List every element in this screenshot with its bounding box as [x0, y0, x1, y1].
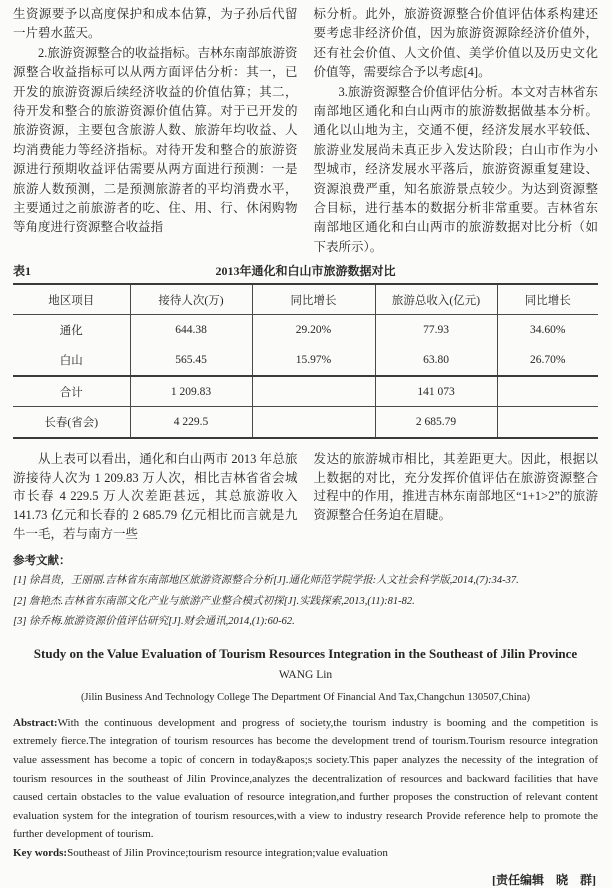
cell: 2 685.79 [375, 407, 497, 439]
paragraph-comparison: 从上表可以看出，通化和白山两市 2013 年总旅游接待人次为 1 209.83 万人次，相比吉林省省会城市长春 4 229.5 万人次差距甚远，其总旅游收入 141.73 亿元和长春的 2 685.79 亿元相比而言就是九牛一毛，若与南方一些 [13, 452, 298, 541]
cell: 34.60% [497, 315, 598, 346]
cell: 644.38 [130, 315, 252, 346]
cell: 26.70% [497, 345, 598, 376]
table-number: 表1 [13, 264, 32, 279]
col-header-visitors: 接待人次(万) [130, 284, 252, 315]
right-column [314, 5, 599, 257]
left-column [13, 450, 298, 543]
paragraph-value-evaluation: 3.旅游资源整合价值评估分析。本文对吉林省东南部地区通化和白山两市的旅游数据做基本分析。通化以山地为主，交通不便，经济发展水平较低、旅游业发展尚未真正步入发达阶段；白山市作为小型城市，经济发展水平落后，旅游资源重复建设、资源浪费严重，知名旅游景点较少。为达到资源整合目标，进行基本的数据分析非常重要。吉林省东南部地区通化和白山两市的旅游数据对比分析（如下表所示）。 [313, 84, 598, 254]
cell: 565.45 [130, 345, 252, 376]
paragraph-conclusion: 发达的旅游城市相比，其差距更大。因此，根据以上数据的对比，充分发挥价值评估在旅游资源整合过程中的作用，推进吉林东南部地区“1+1>2”的旅游资源整合任务迫在眉睫。 [313, 452, 598, 523]
english-keywords [13, 844, 598, 863]
references-heading: 参考文献： [13, 555, 71, 568]
cell: 63.80 [375, 345, 497, 376]
table-header-row [13, 284, 598, 315]
keywords-text: Southeast of Jilin Province;tourism resource integration;value evaluation [67, 846, 388, 859]
cell [497, 376, 598, 407]
cell: 77.93 [375, 315, 497, 346]
cell: 长春(省会) [44, 417, 99, 430]
cell: 29.20% [252, 315, 375, 346]
table-row-tonghua [13, 315, 598, 346]
english-affiliation: (Jilin Business And Technology College The Department Of Financial And Tax,Changchun 130507,China) [80, 691, 531, 703]
english-abstract-section [0, 645, 611, 863]
col-header-growth-2: 同比增长 [497, 284, 598, 315]
table-row-baishan [13, 345, 598, 376]
keywords-label: Key words: [13, 846, 68, 859]
cell: 合计 [13, 376, 130, 407]
body-text-below-table [0, 450, 611, 543]
cell [252, 376, 375, 407]
english-abstract [13, 714, 598, 844]
body-text-top [0, 0, 611, 257]
table-row-total [13, 376, 598, 407]
cell: 白山 [13, 345, 130, 376]
table-caption [13, 264, 598, 279]
left-column [13, 5, 298, 257]
cell: 141 073 [375, 376, 497, 407]
col-header-region: 地区项目 [13, 284, 130, 315]
english-author: WANG Lin [278, 668, 333, 681]
cell: 4 229.5 [130, 407, 252, 439]
english-title: Study on the Value Evaluation of Tourism Resources Integration in the Southeast of Jilin Province [33, 645, 578, 661]
table-title: 2013年通化和白山市旅游数据对比 [215, 264, 396, 279]
paragraph-continuation: 生资源要予以高度保护和成本估算，为子孙后代留一片碧水蓝天。 [13, 7, 298, 41]
abstract-label: Abstract: [13, 716, 58, 729]
references-section [13, 551, 598, 633]
tourism-data-table [13, 283, 598, 439]
abstract-text: With the continuous development and progress of society,the tourism industry is booming and the competition is extremely fierce.The integration of tourism resources has become the development trend of tourism.Tourism resource integration value assessment has become a topic of concern in today&apos;s society.This paper analyzes the necessity of the integration of tourism resources in the southeast of Jilin Province,analyzes the decentralization of resources and backward facilities that have caused certain obstacles to the value evaluation of resource integration,and further proposes the construction of relevant content evaluation system for the integration of tourism resources,with a view to industry research Provide reference help to promote the further development of tourism. [13, 716, 598, 841]
cell [497, 407, 598, 439]
cell: 通化 [59, 325, 83, 338]
cell: 1 209.83 [130, 376, 252, 407]
right-column [314, 450, 599, 543]
col-header-growth-1: 同比增长 [252, 284, 375, 315]
reference-item-2: [2] 詹艳杰.吉林省东南部文化产业与旅游产业整合模式初探[J].实践探索,2013,(11):81-82. [13, 595, 415, 607]
editor-note: [责任编辑 晓 群] [492, 872, 596, 887]
col-header-revenue: 旅游总收入(亿元) [375, 284, 497, 315]
cell [252, 407, 375, 439]
reference-item-3: [3] 徐乔梅.旅游资源价值评估研究[J].财会通讯,2014,(1):60-62. [13, 616, 295, 628]
paragraph-continuation: 标分析。此外，旅游资源整合价值评估体系构建还要考虑非经济价值，因为旅游资源除经济价值外，还有社会价值、人文价值、美学价值以及历史文化价值等，需要综合予以考虑[4]。 [313, 7, 598, 80]
reference-item-1: [1] 徐昌贵，王丽丽.吉林省东南部地区旅游资源整合分析[J].通化师范学院学报:人文社会科学版,2014,(7):34-37. [13, 575, 519, 587]
cell: 15.97% [252, 345, 375, 376]
table-row-changchun [13, 407, 598, 439]
paragraph-income-indicators: 2.旅游资源整合的收益指标。吉林东南部旅游资源整合收益指标可以从两方面评估分析：其一，已开发的旅游资源后续经济收益的价值估算；其二，待开发和整合的旅游资源价值估算。对于已开发的旅游资源，主要包含旅游人数、旅游年均收益、人均消费能力等经济指标。对待开发和整合的旅游资源进行预期收益评估需要从两方面进行预测：一是旅游人数预测，二是预测旅游者的平均消费水平，主要通过之前旅游者的吃、住、用、行、休闲购物等角度进行资源整合收益指 [13, 45, 298, 235]
